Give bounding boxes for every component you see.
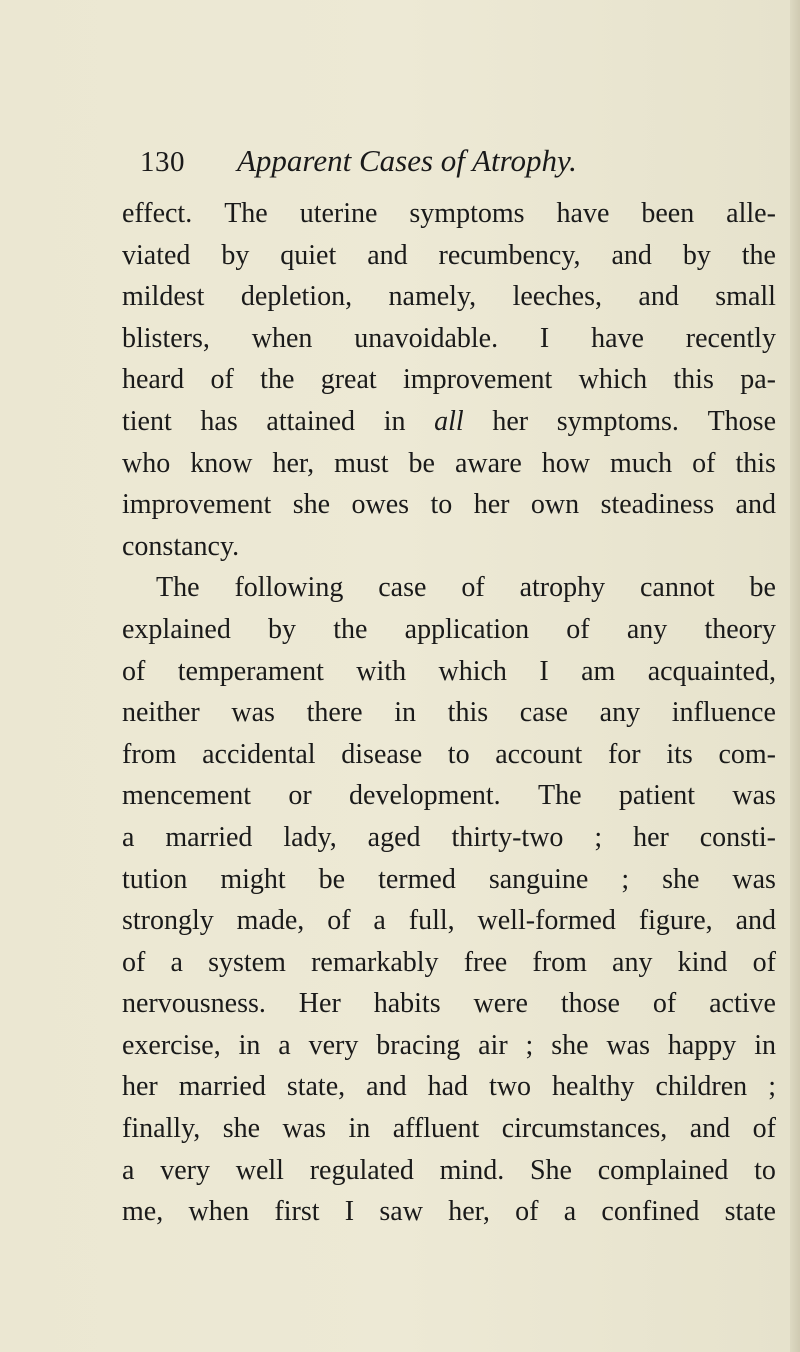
word: this	[447, 697, 489, 729]
word: viated	[122, 239, 191, 271]
word: figure,	[638, 905, 713, 937]
word: she	[292, 489, 331, 521]
word: by	[221, 239, 250, 271]
word: great	[320, 364, 377, 396]
word: who	[122, 447, 171, 479]
word: tient	[122, 405, 172, 437]
word: owes	[351, 489, 410, 521]
text-line	[122, 484, 776, 526]
word: pa-	[740, 364, 776, 396]
word: constancy.	[122, 530, 240, 562]
word: and	[735, 489, 776, 521]
word: habits	[373, 988, 441, 1020]
word: children	[655, 1071, 748, 1103]
word: lady,	[283, 821, 337, 853]
word: account	[495, 738, 583, 770]
word: her	[473, 489, 510, 521]
word: and	[367, 239, 408, 271]
text-line	[122, 1025, 776, 1067]
word: air	[478, 1029, 508, 1061]
word: unavoidable.	[354, 322, 499, 354]
word: of	[122, 946, 146, 978]
word: her,	[272, 447, 315, 479]
text-line	[122, 235, 776, 277]
word: in	[348, 1113, 371, 1145]
word: been	[641, 198, 695, 229]
word: which	[438, 655, 507, 687]
word: Her	[298, 988, 341, 1020]
word: from	[532, 946, 587, 978]
word: first	[274, 1196, 320, 1228]
word: or	[288, 780, 312, 812]
word: recently	[685, 322, 776, 354]
word: depletion,	[240, 281, 353, 313]
word: complained	[597, 1154, 729, 1186]
word: of	[752, 946, 776, 978]
word: to	[430, 489, 453, 521]
word: kind	[677, 946, 728, 978]
word: finally,	[122, 1113, 201, 1145]
text-line	[122, 983, 776, 1025]
word: with	[356, 655, 407, 687]
word: namely,	[388, 281, 477, 313]
word: had	[427, 1071, 469, 1103]
word: active	[709, 988, 776, 1020]
word: have	[556, 198, 610, 229]
word: leeches,	[512, 281, 602, 313]
word: was	[732, 863, 776, 895]
word: any	[612, 946, 653, 978]
word: married	[165, 821, 253, 853]
word: was	[732, 780, 776, 812]
word: and	[735, 905, 776, 937]
word: mencement	[122, 780, 252, 812]
word: be	[318, 863, 346, 895]
word: the	[333, 613, 368, 645]
text-line	[122, 651, 776, 693]
word: there	[306, 697, 363, 729]
word: by	[268, 613, 297, 645]
word: of	[210, 364, 234, 396]
word: patient	[618, 780, 696, 812]
word: she	[222, 1113, 261, 1145]
word: neither	[122, 697, 200, 729]
word: symptoms	[409, 198, 525, 229]
word: has	[200, 405, 238, 437]
text-line	[122, 1191, 776, 1233]
text-line	[122, 567, 776, 609]
word: ;	[525, 1029, 534, 1061]
text-line	[122, 318, 776, 360]
word: when	[251, 322, 313, 354]
word: I	[344, 1196, 355, 1228]
word: symptoms.	[556, 405, 679, 437]
word: was	[606, 1029, 650, 1061]
word: this	[735, 447, 776, 479]
word: this	[673, 364, 714, 396]
word: effect.	[122, 198, 193, 229]
word: regulated	[309, 1154, 414, 1186]
word: state	[724, 1196, 776, 1228]
word: which	[578, 364, 648, 396]
word: of	[652, 988, 677, 1020]
word: was	[231, 697, 275, 729]
word: happy	[667, 1029, 737, 1061]
word: her	[122, 1071, 158, 1103]
text-line	[122, 526, 776, 568]
word: ;	[768, 1071, 776, 1103]
body-text	[122, 193, 776, 1233]
word: mildest	[122, 281, 205, 313]
word: must	[334, 447, 389, 479]
word: bracing	[376, 1029, 461, 1061]
word: a	[278, 1029, 291, 1061]
word: steadiness	[600, 489, 715, 521]
word: application	[404, 613, 530, 645]
word: she	[662, 863, 700, 895]
page-number: 130	[140, 146, 185, 178]
word: theory	[704, 613, 776, 645]
word: of	[515, 1196, 539, 1228]
word: were	[473, 988, 528, 1020]
word: system	[208, 946, 286, 978]
word: a	[122, 821, 135, 853]
word: much	[609, 447, 673, 479]
word: and	[689, 1113, 731, 1145]
word: and	[638, 281, 679, 313]
text-line	[122, 1108, 776, 1150]
word: well-formed	[477, 905, 616, 937]
word: tution	[122, 863, 188, 895]
word: in	[238, 1029, 261, 1061]
word: in	[754, 1029, 776, 1061]
word: heard	[122, 364, 185, 396]
word: by	[682, 239, 711, 271]
word: termed	[378, 863, 456, 895]
word: of	[692, 447, 716, 479]
word: to	[447, 738, 470, 770]
word: She	[529, 1154, 572, 1186]
word: her,	[448, 1196, 490, 1228]
word: of	[752, 1113, 776, 1145]
word: case	[378, 572, 427, 604]
word: exercise,	[122, 1029, 221, 1061]
word: free	[463, 946, 508, 978]
word: for	[607, 738, 641, 770]
word: consti-	[699, 821, 776, 853]
word: nervousness.	[122, 988, 266, 1020]
text-line	[122, 193, 776, 235]
word: saw	[379, 1196, 423, 1228]
word: have	[591, 322, 644, 354]
text-line	[122, 692, 776, 734]
word: any	[626, 613, 668, 645]
word: aware	[454, 447, 522, 479]
word: very	[308, 1029, 359, 1061]
text-line	[122, 401, 776, 443]
word: me,	[122, 1196, 164, 1228]
word: alle-	[726, 198, 776, 229]
word: how	[541, 447, 590, 479]
word: its	[666, 738, 693, 770]
word: attained	[266, 405, 356, 437]
word: affluent	[392, 1113, 480, 1145]
word: thirty-two	[451, 821, 564, 853]
word: Those	[707, 405, 776, 437]
word: The	[224, 198, 268, 229]
word: she	[551, 1029, 589, 1061]
word: married	[178, 1071, 266, 1103]
running-title: Apparent Cases of Atrophy.	[237, 143, 577, 178]
word: temperament	[177, 655, 324, 687]
word: a	[563, 1196, 577, 1228]
word: ;	[594, 821, 603, 853]
word: in	[394, 697, 417, 729]
text-line	[122, 734, 776, 776]
word: circumstances,	[501, 1113, 668, 1145]
text-line	[122, 859, 776, 901]
word: confined	[601, 1196, 700, 1228]
word: cannot	[640, 572, 715, 604]
word: to	[754, 1154, 776, 1186]
word: disease	[341, 738, 423, 770]
word: a	[122, 1154, 135, 1186]
word: in	[383, 405, 406, 437]
word: of	[327, 905, 351, 937]
word: and	[611, 239, 652, 271]
text-line	[122, 775, 776, 817]
text-line	[122, 900, 776, 942]
word: own	[530, 489, 580, 521]
word: aged	[367, 821, 421, 853]
word: be	[408, 447, 435, 479]
word: those	[560, 988, 620, 1020]
word: influence	[671, 697, 776, 729]
word: accidental	[202, 738, 316, 770]
word: com-	[718, 738, 776, 770]
word: and	[366, 1071, 407, 1103]
word: strongly	[122, 905, 214, 937]
word: well	[235, 1154, 284, 1186]
word: the	[260, 364, 295, 396]
word: from	[122, 738, 177, 770]
page-edge	[790, 0, 800, 1352]
word: know	[190, 447, 253, 479]
word: was	[282, 1113, 327, 1145]
text-line	[122, 609, 776, 651]
text-line	[122, 359, 776, 401]
word: mind.	[439, 1154, 505, 1186]
word: of	[122, 655, 146, 687]
text-line	[122, 276, 776, 318]
word: her	[633, 821, 669, 853]
word: atrophy	[519, 572, 606, 604]
word: recumbency,	[438, 239, 581, 271]
word: state,	[286, 1071, 346, 1103]
word: improvement	[122, 489, 272, 521]
word: The	[538, 780, 582, 812]
text-line	[122, 443, 776, 485]
text-line	[122, 1066, 776, 1108]
word: acquainted,	[647, 655, 776, 687]
word: sanguine	[488, 863, 589, 895]
word: blisters,	[122, 322, 210, 354]
word: might	[220, 863, 286, 895]
word: ;	[621, 863, 630, 895]
word: be	[749, 572, 776, 604]
word: quiet	[280, 239, 337, 271]
word: remarkably	[311, 946, 439, 978]
word: am	[581, 655, 616, 687]
word: healthy	[552, 1071, 635, 1103]
word: case	[519, 697, 568, 729]
word: uterine	[299, 198, 378, 229]
page-header	[140, 143, 577, 183]
word: her	[492, 405, 529, 437]
word: full,	[408, 905, 455, 937]
word: all	[434, 405, 464, 437]
word: very	[160, 1154, 210, 1186]
word: improvement	[403, 364, 553, 396]
word: two	[489, 1071, 532, 1103]
word: I	[539, 322, 550, 354]
word: a	[170, 946, 183, 978]
text-line	[122, 942, 776, 984]
word: when	[188, 1196, 250, 1228]
word: of	[566, 613, 590, 645]
word: The	[156, 572, 200, 604]
word: made,	[236, 905, 305, 937]
text-line	[122, 817, 776, 859]
word: any	[599, 697, 641, 729]
word: I	[539, 655, 549, 687]
word: the	[741, 239, 776, 271]
text-line	[122, 1150, 776, 1192]
word: small	[715, 281, 776, 313]
word: a	[373, 905, 386, 937]
word: explained	[122, 613, 231, 645]
word: development.	[349, 780, 501, 812]
word: following	[234, 572, 344, 604]
word: of	[461, 572, 485, 604]
